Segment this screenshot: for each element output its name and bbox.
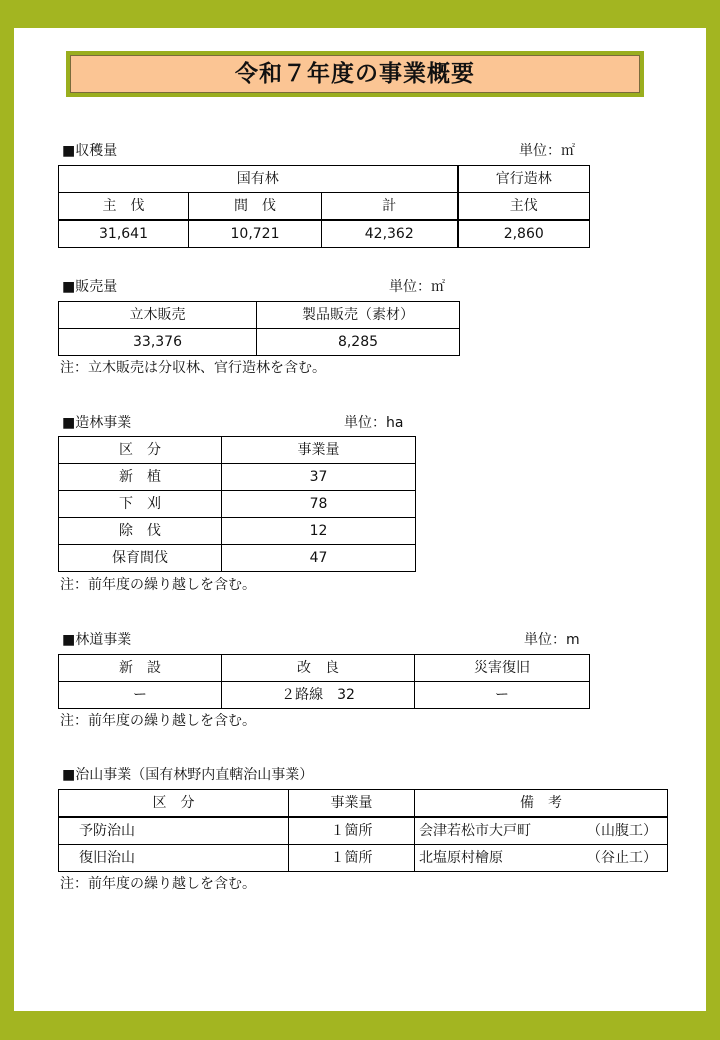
harvest-heading: ■収穫量 bbox=[62, 143, 118, 159]
table-row bbox=[59, 491, 416, 518]
harvest-kokuyurin-header: 国有林 bbox=[59, 166, 458, 193]
table-cell: １箇所 bbox=[289, 845, 415, 872]
table-cell: 計 bbox=[322, 193, 458, 221]
sales-note: 注：立木販売は分収林、官行造林を含む。 bbox=[60, 360, 326, 376]
table-row bbox=[59, 464, 416, 491]
table-cell: 改 良 bbox=[222, 655, 415, 682]
table-cell: 予防治山 bbox=[59, 817, 289, 845]
table-cell: ２路線 32 bbox=[222, 682, 415, 709]
table-cell: 備 考 bbox=[415, 790, 668, 818]
table-cell: 下 刈 bbox=[59, 491, 222, 518]
table-cell: 8,285 bbox=[257, 329, 460, 356]
remark-place: 会津若松市大戸町 bbox=[419, 823, 531, 839]
sales-heading: ■販売量 bbox=[62, 279, 118, 295]
table-cell: 間 伐 bbox=[189, 193, 322, 221]
table-cell: 除 伐 bbox=[59, 518, 222, 545]
table-cell: 区 分 bbox=[59, 437, 222, 464]
table-cell: 主 伐 bbox=[59, 193, 189, 221]
remark-kind: （谷止工） bbox=[587, 850, 657, 866]
erosion-note: 注：前年度の繰り越しを含む。 bbox=[60, 876, 256, 892]
table-cell bbox=[415, 817, 668, 845]
harvest-table bbox=[58, 165, 590, 248]
table-row bbox=[59, 166, 590, 193]
sales-table bbox=[58, 301, 460, 356]
table-row bbox=[59, 545, 416, 572]
table-cell: 37 bbox=[222, 464, 416, 491]
table-cell: 2,860 bbox=[458, 220, 590, 248]
title-banner bbox=[66, 51, 644, 97]
forest-road-note: 注：前年度の繰り越しを含む。 bbox=[60, 713, 256, 729]
table-cell: 新 設 bbox=[59, 655, 222, 682]
table-cell: 区 分 bbox=[59, 790, 289, 818]
table-cell: 78 bbox=[222, 491, 416, 518]
document-page bbox=[14, 28, 706, 1011]
table-row bbox=[59, 220, 590, 248]
table-row bbox=[59, 682, 590, 709]
forest-road-table bbox=[58, 654, 590, 709]
remark-place: 北塩原村檜原 bbox=[419, 850, 503, 866]
erosion-heading: ■治山事業（国有林野内直轄治山事業） bbox=[62, 767, 314, 783]
afforestation-heading: ■造林事業 bbox=[62, 415, 132, 431]
harvest-kangyo-header: 官行造林 bbox=[458, 166, 590, 193]
table-row bbox=[59, 655, 590, 682]
harvest-unit: 単位：㎡ bbox=[519, 143, 575, 159]
table-cell: 立木販売 bbox=[59, 302, 257, 329]
table-cell: 災害復旧 bbox=[415, 655, 590, 682]
page-title: 令和７年度の事業概要 bbox=[70, 55, 640, 93]
table-cell: 31,641 bbox=[59, 220, 189, 248]
table-cell bbox=[415, 845, 668, 872]
table-cell: 33,376 bbox=[59, 329, 257, 356]
table-cell: 12 bbox=[222, 518, 416, 545]
table-row bbox=[59, 790, 668, 818]
afforestation-table bbox=[58, 436, 416, 572]
table-row bbox=[59, 302, 460, 329]
forest-road-heading: ■林道事業 bbox=[62, 632, 132, 648]
table-cell: ー bbox=[415, 682, 590, 709]
table-row bbox=[59, 193, 590, 221]
table-cell: 10,721 bbox=[189, 220, 322, 248]
table-cell: １箇所 bbox=[289, 817, 415, 845]
table-row bbox=[59, 437, 416, 464]
table-cell: 事業量 bbox=[289, 790, 415, 818]
forest-road-unit: 単位：m bbox=[524, 632, 580, 648]
afforestation-note: 注：前年度の繰り越しを含む。 bbox=[60, 577, 256, 593]
erosion-table bbox=[58, 789, 668, 872]
table-cell: 復旧治山 bbox=[59, 845, 289, 872]
table-cell: 42,362 bbox=[322, 220, 458, 248]
table-row bbox=[59, 329, 460, 356]
table-cell: ー bbox=[59, 682, 222, 709]
table-row bbox=[59, 817, 668, 845]
table-row bbox=[59, 845, 668, 872]
table-cell: 製品販売（素材） bbox=[257, 302, 460, 329]
table-row bbox=[59, 518, 416, 545]
table-cell: 47 bbox=[222, 545, 416, 572]
table-cell: 事業量 bbox=[222, 437, 416, 464]
sales-unit: 単位：㎡ bbox=[389, 279, 445, 295]
table-cell: 保育間伐 bbox=[59, 545, 222, 572]
table-cell: 新 植 bbox=[59, 464, 222, 491]
remark-kind: （山腹工） bbox=[587, 823, 657, 839]
afforestation-unit: 単位：ha bbox=[344, 415, 404, 431]
table-cell: 主伐 bbox=[458, 193, 590, 221]
